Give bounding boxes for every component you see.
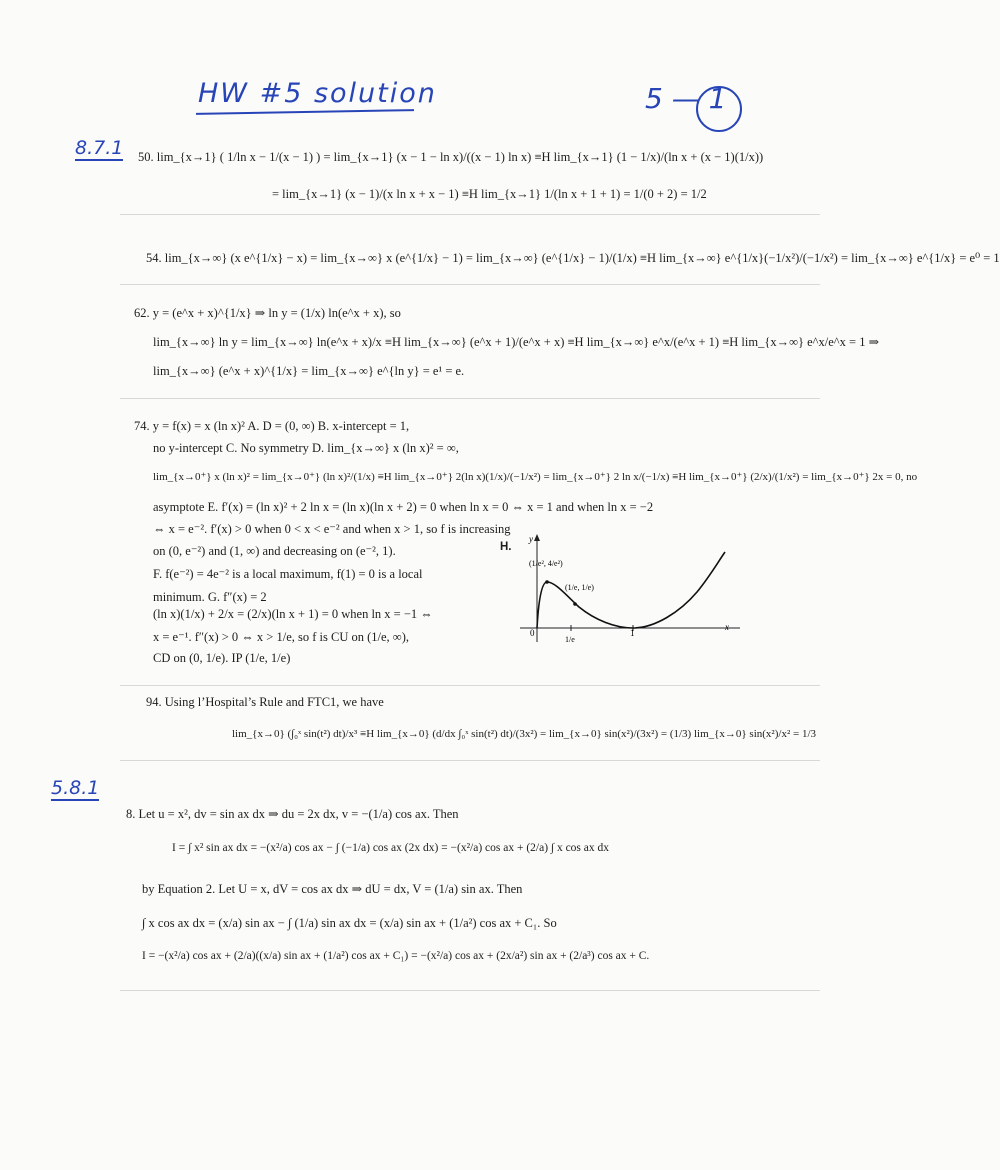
problem-74-line-4: asymptote E. f′(x) = (ln x)² + 2 ln x = (ln x)(ln x + 2) = 0 when ln x = 0 ⇔ x = 1 and when ln x = −2: [153, 500, 654, 514]
origin-label: 0: [530, 628, 535, 638]
handwritten-page-number: 5 — 1: [645, 82, 727, 115]
problem-74-line-8: minimum. G. f″(x) = 2: [153, 590, 267, 604]
local-max-label: (1/e², 4/e²): [529, 559, 563, 568]
section-divider: [120, 398, 820, 399]
problem-74-line-1: 74. y = f(x) = x (ln x)² A. D = (0, ∞) B. x-intercept = 1,: [134, 419, 410, 433]
title-underline: [196, 109, 414, 115]
problem-74-line-5: ⇔ x = e⁻². f′(x) > 0 when 0 < x < e⁻² and when x > 1, so f is increasing: [153, 522, 511, 536]
tick-label-1e: 1/e: [565, 635, 575, 644]
problem-74-line-7: F. f(e⁻²) = 4e⁻² is a local maximum, f(1) = 0 is a local: [153, 567, 423, 581]
page-number-circle: [696, 86, 742, 132]
section-label-871: 8.7.1: [75, 137, 124, 159]
section-divider: [120, 760, 820, 761]
y-axis-label: y: [529, 534, 533, 544]
problem-74-line-10: x = e⁻¹. f″(x) > 0 ⇔ x > 1/e, so f is CU on (1/e, ∞),: [153, 630, 409, 644]
problem-62-line-1: 62. y = (e^x + x)^{1/x} ⇒ ln y = (1/x) ln(e^x + x), so: [134, 306, 401, 320]
problem-94-line-2: lim_{x→0} (∫₀ˣ sin(t²) dt)/x³ ≡H lim_{x→0} (d/dx ∫₀ˣ sin(t²) dt)/(3x²) = lim_{x→0} sin(x²)/(3x²) = (1/3) lim_{x→0} sin(x²)/x² = 1/3: [232, 728, 817, 740]
section-divider: [120, 284, 820, 285]
problem-8-line-3: by Equation 2. Let U = x, dV = cos ax dx ⇒ dU = dx, V = (1/a) sin ax. Then: [142, 882, 523, 896]
problem-74-line-11: CD on (0, 1/e). IP (1/e, 1/e): [153, 651, 291, 665]
problem-74-line-6: on (0, e⁻²) and (1, ∞) and decreasing on (e⁻², 1).: [153, 544, 396, 558]
inflection-point: [573, 602, 577, 606]
local-max-point: [545, 580, 549, 584]
inflection-label: (1/e, 1/e): [565, 583, 594, 592]
function-graph: [515, 532, 745, 652]
problem-94-line-1: 94. Using l’Hospital’s Rule and FTC1, we have: [146, 695, 384, 709]
problem-8-line-5: I = −(x²/a) cos ax + (2/a)((x/a) sin ax + (1/a²) cos ax + C₁) = −(x²/a) cos ax + (2x/a²) sin ax + (2/a³) cos ax + C.: [142, 950, 650, 962]
tick-label-1: 1: [630, 628, 635, 638]
section-divider: [120, 990, 820, 991]
handwritten-title: HW #5 solution: [198, 78, 437, 109]
problem-50-line-1: 50. lim_{x→1} ( 1/ln x − 1/(x − 1) ) = lim_{x→1} (x − 1 − ln x)/((x − 1) ln x) ≡H lim_{x→1} (1 − 1/x)/(ln x + (x − 1)(1/x)): [138, 150, 764, 164]
problem-8-line-1: 8. Let u = x², dv = sin ax dx ⇒ du = 2x dx, v = −(1/a) cos ax. Then: [126, 807, 459, 821]
y-axis-arrow: [534, 534, 540, 541]
problem-50-line-2: = lim_{x→1} (x − 1)/(x ln x + x − 1) ≡H lim_{x→1} 1/(ln x + 1 + 1) = 1/(0 + 2) = 1/2: [272, 187, 707, 201]
problem-8-line-2: I = ∫ x² sin ax dx = −(x²/a) cos ax − ∫ (−1/a) cos ax (2x dx) = −(x²/a) cos ax + (2/a) ∫ x cos ax dx: [172, 842, 610, 854]
problem-62-line-2: lim_{x→∞} ln y = lim_{x→∞} ln(e^x + x)/x ≡H lim_{x→∞} (e^x + 1)/(e^x + x) ≡H lim_{x→∞} e^x/(e^x + 1) ≡H lim_{x→∞} e^x/e^x = 1 ⇒: [153, 335, 880, 349]
problem-74-line-9: (ln x)(1/x) + 2/x = (2/x)(ln x + 1) = 0 when ln x = −1 ⇔: [153, 607, 433, 621]
problem-54-line-1: 54. lim_{x→∞} (x e^{1/x} − x) = lim_{x→∞} x (e^{1/x} − 1) = lim_{x→∞} (e^{1/x} − 1)/(1/x) ≡H lim_{x→∞} e^{1/x}(−1/x²)/(−1/x²) = lim_{x→∞} e^{1/x} = e⁰ = 1: [146, 251, 1000, 265]
problem-74-line-3: lim_{x→0⁺} x (ln x)² = lim_{x→0⁺} (ln x)²/(1/x) ≡H lim_{x→0⁺} 2(ln x)(1/x)/(−1/x²) = lim_{x→0⁺} 2 ln x/(−1/x) ≡H lim_{x→0⁺} (2/x)/(1/x²) = lim_{x→0⁺} 2x = 0, no: [153, 471, 918, 483]
section-divider: [120, 214, 820, 215]
x-axis-label: x: [725, 622, 729, 632]
problem-8-line-4: ∫ x cos ax dx = (x/a) sin ax − ∫ (1/a) sin ax dx = (x/a) sin ax + (1/a²) cos ax + C₁. So: [142, 916, 557, 930]
section-label-581: 5.8.1: [51, 777, 100, 799]
graph-part-label: H.: [500, 541, 512, 553]
section-divider: [120, 685, 820, 686]
problem-74-line-2: no y-intercept C. No symmetry D. lim_{x→∞} x (ln x)² = ∞,: [153, 441, 459, 455]
problem-62-line-3: lim_{x→∞} (e^x + x)^{1/x} = lim_{x→∞} e^{ln y} = e¹ = e.: [153, 364, 465, 378]
